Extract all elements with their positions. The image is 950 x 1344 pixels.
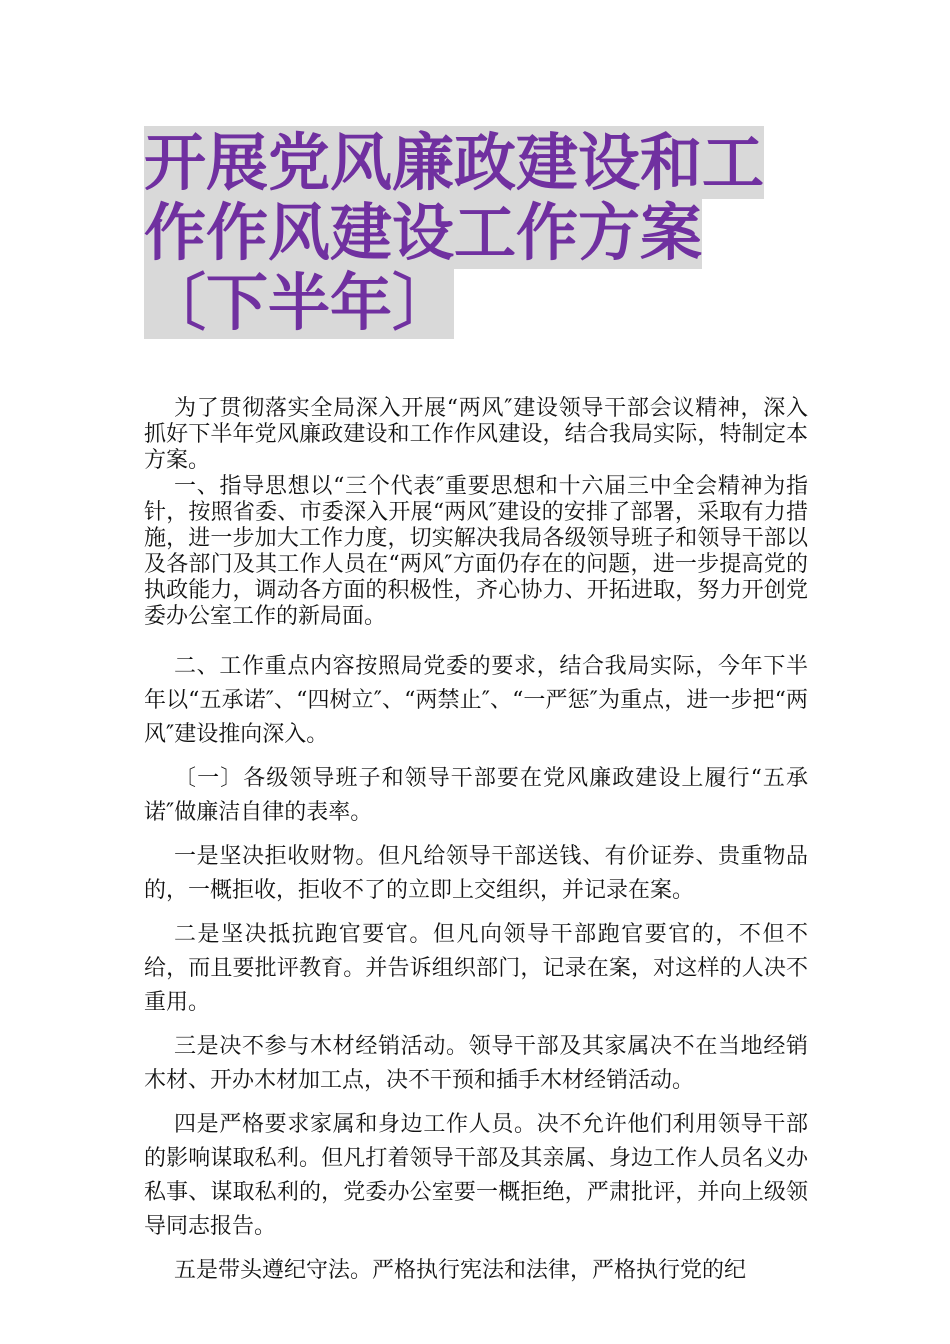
document-title <box>144 128 808 338</box>
paragraph-commitment-2: 二是坚决抵抗跑官要官。但凡向领导干部跑官要官的，不但不给，而且要批评教育。并告诉组织部门，记录在案，对这样的人决不重用。 <box>144 922 808 1015</box>
paragraph-commitment-1: 一是坚决拒收财物。但凡给领导干部送钱、有价证券、贵重物品的，一概拒收，拒收不了的立即上交组织，并记录在案。 <box>144 844 808 903</box>
document-body <box>144 396 808 1288</box>
paragraph-intro: 为了贯彻落实全局深入开展“两风″建设领导干部会议精神，深入抓好下半年党风廉政建设和工作作风建设，结合我局实际，特制定本方案。 <box>144 396 808 473</box>
paragraph-commitment-3: 三是决不参与木材经销活动。领导干部及其家属决不在当地经销木材、开办木材加工点，决不干预和插手木材经销活动。 <box>144 1034 808 1093</box>
paragraph-guiding-ideology: 一、指导思想以“三个代表″重要思想和十六届三中全会精神为指针，按照省委、市委深入开展“两风″建设的安排了部署，采取有力措施，进一步加大工作力度，切实解决我局各级领导班子和领导干部以及各部门及其工作人员在“两风″方面仍存在的问题，进一步提高党的执政能力，调动各方面的积极性，齐心协力、开拓进取，努力开创党委办公室工作的新局面。 <box>144 474 808 629</box>
paragraph-commitment-5: 五是带头遵纪守法。严格执行宪法和法律，严格执行党的纪 <box>174 1258 747 1283</box>
paragraph-five-commitments: 〔一〕各级领导班子和领导干部要在党风廉政建设上履行“五承诺″做廉洁自律的表率。 <box>144 766 808 825</box>
document-title-text: 开展党风廉政建设和工作作风建设工作方案〔下半年〕 <box>144 126 765 339</box>
paragraph-commitment-4: 四是严格要求家属和身边工作人员。决不允许他们利用领导干部的影响谋取私利。但凡打着领导干部及其亲属、身边工作人员名义办私事、谋取私利的，党委办公室要一概拒绝，严肃批评，并向上级领导同志报告。 <box>144 1112 808 1239</box>
paragraph-work-focus: 二、工作重点内容按照局党委的要求，结合我局实际，今年下半年以“五承诺″、“四树立″、“两禁止″、“一严惩″为重点，进一步把“两风″建设推向深入。 <box>144 654 808 747</box>
